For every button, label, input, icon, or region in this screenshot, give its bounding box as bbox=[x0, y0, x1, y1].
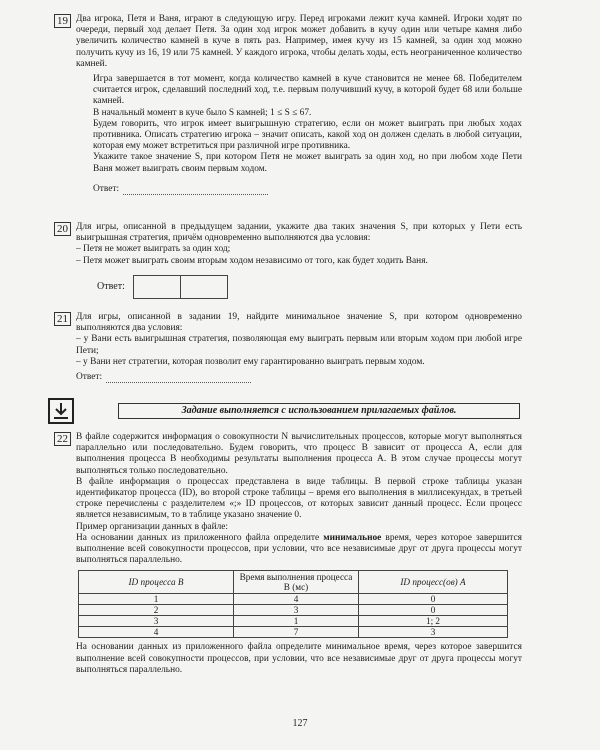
task-19-paragraph-4: Будем говорить, что игрок имеет выигрышную стратегию, если он может выиграть при любых ходах противника. Описать стратегию игрока – значит описать, какой ход он должен сделать в любой ситуации, которая ему может встретиться при различной игре противника. bbox=[93, 118, 522, 152]
task-22 bbox=[57, 432, 522, 676]
task-19-paragraph-5: Укажите такое значение S, при котором Петя не может выиграть за один ход, но при любом ходе Пети Ваня может выиграть своим первым ходом. bbox=[93, 152, 522, 174]
answer-label: Ответ: bbox=[76, 372, 103, 383]
table-row: 2 3 0 bbox=[79, 605, 508, 616]
answer-field[interactable] bbox=[123, 185, 268, 195]
download-file-icon bbox=[48, 398, 74, 424]
task-number: 20 bbox=[54, 222, 71, 236]
table-row: 4 7 3 bbox=[79, 627, 508, 638]
task-number: 19 bbox=[54, 14, 71, 28]
task-21-condition-2: – у Вани нет стратегии, которая позволит ему гарантированно выиграть первым ходом. bbox=[76, 356, 425, 367]
task-19-paragraph-3: В начальный момент в куче было S камней; 1 ≤ S ≤ 67. bbox=[93, 107, 312, 118]
answer-label: Ответ: bbox=[97, 281, 125, 293]
task-number: 22 bbox=[54, 432, 71, 446]
answer-label: Ответ: bbox=[93, 183, 120, 194]
task-21-intro: Для игры, описанной в задании 19, найдите минимальное значение S, при котором одновременно выполняются два условия: bbox=[76, 312, 522, 334]
task-19-paragraph-2: Игра завершается в тот момент, когда количество камней в куче становится не менее 68. Победителем считается игрок, сделавший последний ход, т.е. первым получивший кучу, в которой будет 68 или больше камней. bbox=[93, 74, 522, 107]
column-header: ID процесса B bbox=[79, 571, 234, 594]
table-row: 3 1 1; 2 bbox=[79, 616, 508, 627]
task-20-condition-1: – Петя не может выиграть за один ход; bbox=[76, 244, 231, 255]
column-header: Время выполнения процесса B (мс) bbox=[234, 571, 359, 594]
task-20-condition-2: – Петя может выиграть своим вторым ходом независимо от того, как будет ходить Ваня. bbox=[76, 255, 428, 266]
task-21 bbox=[57, 312, 522, 383]
task-number: 21 bbox=[54, 312, 71, 326]
task-20 bbox=[57, 222, 522, 299]
answer-box-1[interactable] bbox=[133, 275, 181, 299]
task-22-paragraph-1: В файле содержится информация о совокупности N вычислительных процессов, которые могут выполняться параллельно или последовательно. Будем говорить, что процесс B зависит от процесса A, если для выполнения процесса B необходимы результаты выполнения процесса A. В этом случае процессы могут выполняться только последовательно. bbox=[76, 432, 522, 476]
answer-row bbox=[76, 184, 522, 195]
task-22-paragraph-3: Пример организации данных в файле: bbox=[76, 521, 229, 532]
task-22-paragraph-5: На основании данных из приложенного файла определите минимальное время, через которое завершится выполнение всей совокупности процессов, при условии, что все независимые друг от друга процессы могут выполняться параллельно. bbox=[76, 642, 522, 675]
task-22-paragraph-2: В файле информация о процессах представлена в виде таблицы. В первой строке таблицы указан идентификатор процесса (ID), во второй строке таблицы – время его выполнения в миллисекундах, в третьей строке перечислены с разделителем «;» ID процессов, от которых зависит данный процесс. Если процесс является независимым, то в таблице указано значение 0. bbox=[76, 476, 522, 521]
column-header: ID процесс(ов) A bbox=[359, 571, 508, 594]
task-19-paragraph-1: Два игрока, Петя и Ваня, играют в следующую игру. Перед игроками лежит куча камней. Игроки ходят по очереди, первый ход делает Петя. За один ход игрок может добавить в кучу один или четыре камня либо увеличить количество камней в куче в пять раз. Например, имея кучу из 15 камней, за один ход можно получить кучу из 16, 19 или 75 камней. У каждого игрока, чтобы делать ходы, есть неограниченное количество камней. bbox=[76, 14, 522, 69]
table-row: 1 4 0 bbox=[79, 594, 508, 605]
answer-box-2[interactable] bbox=[181, 275, 228, 299]
answer-field[interactable] bbox=[106, 373, 251, 383]
task-21-condition-1: – у Вани есть выигрышная стратегия, позволяющая ему выиграть первым или вторым ходом при любой игре Пети; bbox=[76, 334, 522, 356]
files-banner: Задание выполняется с использованием прилагаемых файлов. bbox=[118, 403, 520, 419]
task-20-intro: Для игры, описанной в предыдущем задании, укажите два таких значения S, при которых у Пети есть выигрышная стратегия, причём одновременно выполняются два условия: bbox=[76, 222, 522, 244]
answer-row bbox=[76, 275, 522, 299]
page-number: 127 bbox=[292, 718, 308, 729]
process-table bbox=[78, 570, 508, 638]
task-22-paragraph-4: На основании данных из приложенного файла определите минимальное время, через которое завершится выполнение всей совокупности процессов, при условии, что все независимые друг от друга процессы могут выполняться параллельно. bbox=[76, 532, 522, 566]
answer-row bbox=[76, 372, 522, 383]
task-19 bbox=[57, 14, 522, 195]
